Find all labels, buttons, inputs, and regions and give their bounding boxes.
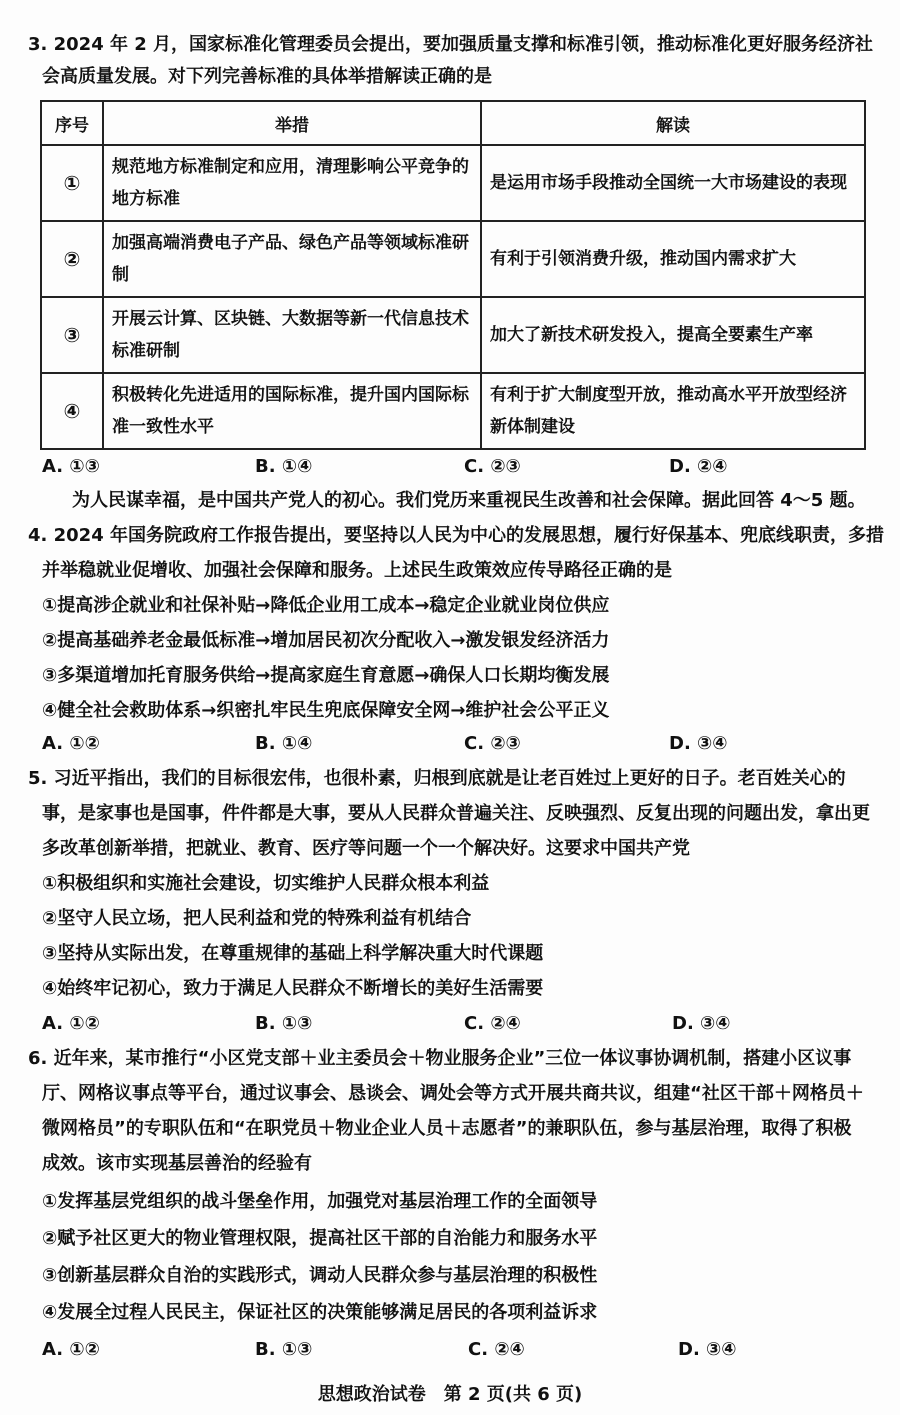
q4-item-4: ④健全社会救助体系→织密扎牢民生兜底保障安全网→维护社会公平正义 <box>42 700 610 721</box>
row-measure: 积极转化先进适用的国际标准，提升国内国际标准一致性水平 <box>103 373 481 449</box>
q6-stem-line-2: 厅、网格议事点等平台，通过议事会、恳谈会、调处会等方式开展共商共议，组建“社区干部＋网格员＋ <box>42 1083 864 1104</box>
q6-item-3: ③创新基层群众自治的实践形式，调动人民群众参与基层治理的积极性 <box>42 1265 598 1286</box>
q3-stem-line-2: 会高质量发展。对下列完善标准的具体举措解读正确的是 <box>42 66 492 87</box>
row-reading: 加大了新技术研发投入，提高全要素生产率 <box>481 297 865 373</box>
q4-item-3: ③多渠道增加托育服务供给→提高家庭生育意愿→确保人口长期均衡发展 <box>42 665 610 686</box>
q4-stem-line-1: 4. 2024 年国务院政府工作报告提出，要坚持以人民为中心的发展思想，履行好保基本、兜底线职责，多措 <box>28 525 884 546</box>
q3-measures-table <box>40 100 866 450</box>
q3-option-a[interactable]: A. ①③ <box>42 456 100 477</box>
q5-stem-line-2: 事，是家事也是国事，件件都是大事，要从人民群众普遍关注、反映强烈、反复出现的问题出发，拿出更 <box>42 803 870 824</box>
header-measure: 举措 <box>103 101 481 145</box>
q4-stem-line-2: 并举稳就业促增收、加强社会保障和服务。上述民生政策效应传导路径正确的是 <box>42 560 672 581</box>
q4-item-1: ①提高涉企就业和社保补贴→降低企业用工成本→稳定企业就业岗位供应 <box>42 595 610 616</box>
row-number: ① <box>41 145 103 221</box>
row-number: ③ <box>41 297 103 373</box>
q6-option-d[interactable]: D. ③④ <box>678 1339 737 1360</box>
q5-stem-line-1: 5. 习近平指出，我们的目标很宏伟，也很朴素，归根到底就是让老百姓过上更好的日子。老百姓关心的 <box>28 768 846 789</box>
row-measure: 加强高端消费电子产品、绿色产品等领域标准研制 <box>103 221 481 297</box>
header-reading: 解读 <box>481 101 865 145</box>
q6-option-b[interactable]: B. ①③ <box>255 1339 313 1360</box>
q6-option-a[interactable]: A. ①② <box>42 1339 100 1360</box>
q4-option-a[interactable]: A. ①② <box>42 733 100 754</box>
q6-item-4: ④发展全过程人民民主，保证社区的决策能够满足居民的各项利益诉求 <box>42 1302 598 1323</box>
q6-stem-line-4: 成效。该市实现基层善治的经验有 <box>42 1153 312 1174</box>
table-row <box>41 145 865 221</box>
q3-option-b[interactable]: B. ①④ <box>255 456 313 477</box>
q6-option-c[interactable]: C. ②④ <box>468 1339 525 1360</box>
q5-item-3: ③坚持从实际出发，在尊重规律的基础上科学解决重大时代课题 <box>42 943 544 964</box>
q5-option-b[interactable]: B. ①③ <box>255 1013 313 1034</box>
q6-item-2: ②赋予社区更大的物业管理权限，提高社区干部的自治能力和服务水平 <box>42 1228 598 1249</box>
q5-option-d[interactable]: D. ③④ <box>672 1013 731 1034</box>
q3-stem-line-1: 3. 2024 年 2 月，国家标准化管理委员会提出，要加强质量支撑和标准引领，推动标准化更好服务经济社 <box>28 34 874 55</box>
header-number: 序号 <box>41 101 103 145</box>
page-footer: 思想政治试卷 第 2 页(共 6 页) <box>317 1384 583 1405</box>
table-header-row <box>41 101 865 145</box>
table-row <box>41 373 865 449</box>
q6-stem-line-3: 微网格员”的专职队伍和“在职党员＋物业企业人员＋志愿者”的兼职队伍，参与基层治理，取得了积极 <box>42 1118 852 1139</box>
q5-item-4: ④始终牢记初心，致力于满足人民群众不断增长的美好生活需要 <box>42 978 544 999</box>
row-reading: 有利于引领消费升级，推动国内需求扩大 <box>481 221 865 297</box>
q4-5-intro: 为人民谋幸福，是中国共产党人的初心。我们党历来重视民生改善和社会保障。据此回答 4～5 题。 <box>72 490 866 511</box>
q3-option-c[interactable]: C. ②③ <box>464 456 521 477</box>
q4-option-d[interactable]: D. ③④ <box>669 733 728 754</box>
q4-item-2: ②提高基础养老金最低标准→增加居民初次分配收入→激发银发经济活力 <box>42 630 610 651</box>
row-number: ② <box>41 221 103 297</box>
q4-option-b[interactable]: B. ①④ <box>255 733 313 754</box>
q5-item-1: ①积极组织和实施社会建设，切实维护人民群众根本利益 <box>42 873 490 894</box>
row-number: ④ <box>41 373 103 449</box>
row-reading: 是运用市场手段推动全国统一大市场建设的表现 <box>481 145 865 221</box>
q5-item-2: ②坚守人民立场，把人民利益和党的特殊利益有机结合 <box>42 908 472 929</box>
q6-item-1: ①发挥基层党组织的战斗堡垒作用，加强党对基层治理工作的全面领导 <box>42 1191 598 1212</box>
table-row <box>41 221 865 297</box>
q5-option-a[interactable]: A. ①② <box>42 1013 100 1034</box>
q5-option-c[interactable]: C. ②④ <box>464 1013 521 1034</box>
q6-stem-line-1: 6. 近年来，某市推行“小区党支部＋业主委员会＋物业服务企业”三位一体议事协调机制，搭建小区议事 <box>28 1048 852 1069</box>
row-measure: 规范地方标准制定和应用，清理影响公平竞争的地方标准 <box>103 145 481 221</box>
row-measure: 开展云计算、区块链、大数据等新一代信息技术标准研制 <box>103 297 481 373</box>
row-reading: 有利于扩大制度型开放，推动高水平开放型经济新体制建设 <box>481 373 865 449</box>
q4-option-c[interactable]: C. ②③ <box>464 733 521 754</box>
q3-option-d[interactable]: D. ②④ <box>669 456 728 477</box>
table-row <box>41 297 865 373</box>
q5-stem-line-3: 多改革创新举措，把就业、教育、医疗等问题一个一个解决好。这要求中国共产党 <box>42 838 690 859</box>
